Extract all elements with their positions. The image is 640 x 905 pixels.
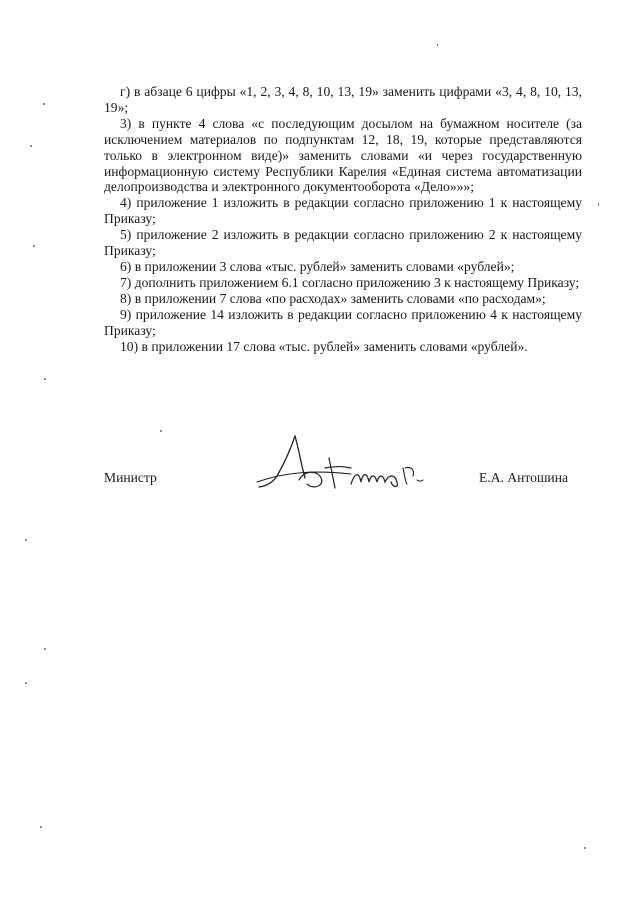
paragraph-6: 6) в приложении 3 слова «тыс. рублей» заменить словами «рублей»; xyxy=(120,258,515,274)
signer-name: Е.А. Антошина xyxy=(479,470,569,485)
scan-speck xyxy=(25,539,27,541)
scan-speck xyxy=(43,103,45,105)
scan-speck xyxy=(44,648,46,650)
scan-speck xyxy=(437,44,438,46)
scan-speck xyxy=(584,847,586,849)
scan-speck xyxy=(33,245,35,247)
handwritten-signature xyxy=(255,432,455,494)
paragraph-7: 7) дополнить приложением 6.1 согласно приложению 3 к настоящему Приказу; xyxy=(120,274,580,290)
paragraph-5: 5) приложение 2 изложить в редакции согласно приложению 2 к настоящему Приказу; xyxy=(104,227,582,259)
paragraph-4: 4) приложение 1 изложить в редакции согласно приложению 1 к настоящему Приказу; xyxy=(104,195,582,227)
document-body xyxy=(104,84,582,354)
scan-speck xyxy=(40,826,42,828)
paragraph-8: 8) в приложении 7 слова «по расходах» заменить словами «по расходам»; xyxy=(120,290,546,306)
position-label: Министр xyxy=(104,470,157,485)
paragraph-g: г) в абзаце 6 цифры «1, 2, 3, 4, 8, 10, 13, 19» заменить цифрами «3, 4, 8, 10, 13, 19»; xyxy=(104,84,582,115)
paragraph-9: 9) приложение 14 изложить в редакции согласно приложению 4 к настоящему Приказу; xyxy=(104,306,582,338)
paragraph-3: 3) в пункте 4 слова «с последующим досылом на бумажном носителе (за исключением материалов по подпунктам 12, 18, 19, которые представляются только в электронном виде)» заменить словами «и через государственную информационную систему Республики Карелия «Единая система автоматизации делопроизводства и электронного документооборота «Дело»»»; xyxy=(104,115,582,195)
scan-speck xyxy=(25,682,27,684)
paragraph-10: 10) в приложении 17 слова «тыс. рублей» заменить словами «рублей». xyxy=(120,338,528,354)
scan-speck xyxy=(598,203,599,206)
scan-speck xyxy=(160,430,162,432)
scan-speck xyxy=(30,145,32,147)
scan-speck xyxy=(44,378,46,380)
